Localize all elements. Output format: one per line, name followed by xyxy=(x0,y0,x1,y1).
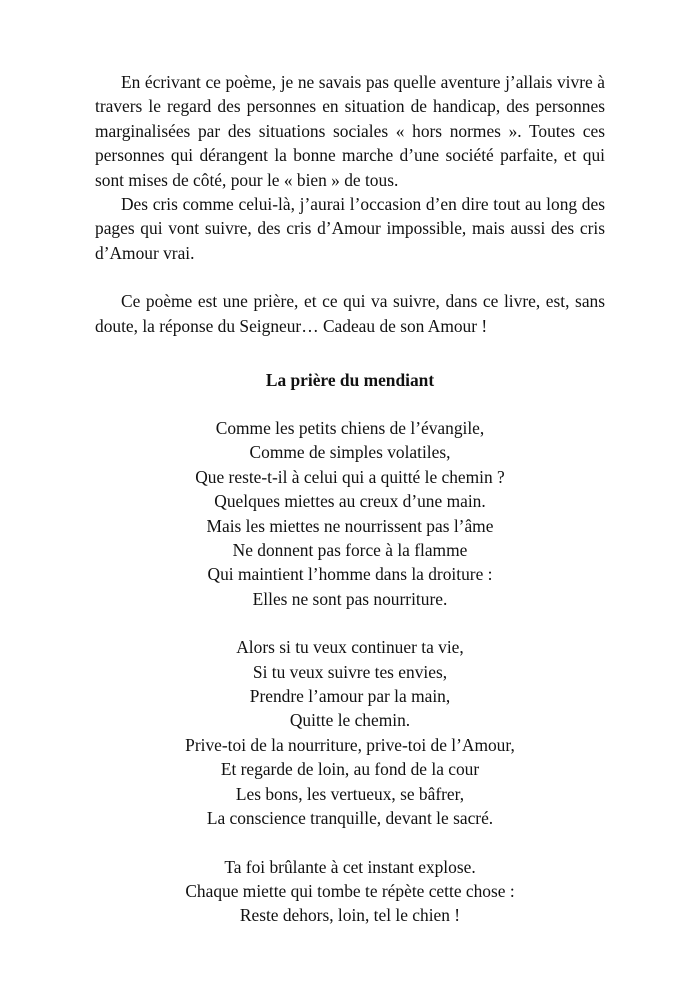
poem-stanza-2 xyxy=(95,635,605,830)
intro-paragraph-3: Ce poème est une prière, et ce qui va suivre, dans ce livre, est, sans doute, la réponse du Seigneur… Cadeau de son Amour ! xyxy=(95,291,605,336)
poem-line: Reste dehors, loin, tel le chien ! xyxy=(239,905,461,926)
poem-line: Chaque miette qui tombe te répète cette chose : xyxy=(185,880,515,901)
poem-line: Que reste-t-il à celui qui a quitté le chemin ? xyxy=(195,466,505,487)
poem-line: Les bons, les vertueux, se bâfrer, xyxy=(235,783,465,804)
poem-line: La conscience tranquille, devant le sacré. xyxy=(206,808,494,829)
poem-line: Comme les petits chiens de l’évangile, xyxy=(215,418,485,438)
poem-line: Quitte le chemin. xyxy=(289,710,411,731)
poem-stanza-3 xyxy=(95,855,605,928)
poem-line: Si tu veux suivre tes envies, xyxy=(252,661,448,682)
poem-stanza-1 xyxy=(95,416,605,611)
poem-body xyxy=(95,416,605,952)
poem-line: Qui maintient l’homme dans la droiture : xyxy=(207,564,493,585)
poem-line: Ta foi brûlante à cet instant explose. xyxy=(224,856,476,877)
poem-line: Prendre l’amour par la main, xyxy=(249,686,451,707)
poem-line: Et regarde de loin, au fond de la cour xyxy=(220,759,480,780)
poem-line: Alors si tu veux continuer ta vie, xyxy=(236,637,464,658)
poem-line: Ne donnent pas force à la flamme xyxy=(232,540,468,561)
intro-prose xyxy=(95,70,605,338)
poem-line: Quelques miettes au creux d’une main. xyxy=(214,491,486,512)
poem-line: Prive-toi de la nourriture, prive-toi de l’Amour, xyxy=(185,734,515,755)
intro-paragraph-1: En écrivant ce poème, je ne savais pas quelle aventure j’allais vivre à travers le regard des personnes en situation de handicap, des personnes marginalisées par des situations sociales « hors normes ». Toutes ces personnes qui dérangent la bonne marche d’une société parfaite, et qui sont mises de côté, pour le « bien » de tous. xyxy=(95,72,605,190)
intro-paragraph-2: Des cris comme celui-là, j’aurai l’occasion d’en dire tout au long des pages qui vont suivre, des cris d’Amour impossible, mais aussi des cris d’Amour vrai. xyxy=(95,194,605,263)
poem-line: Comme de simples volatiles, xyxy=(249,442,451,463)
poem-line: Elles ne sont pas nourriture. xyxy=(252,588,448,609)
poem-title: La prière du mendiant xyxy=(265,370,435,390)
poem-line: Mais les miettes ne nourrissent pas l’âme xyxy=(206,515,494,536)
